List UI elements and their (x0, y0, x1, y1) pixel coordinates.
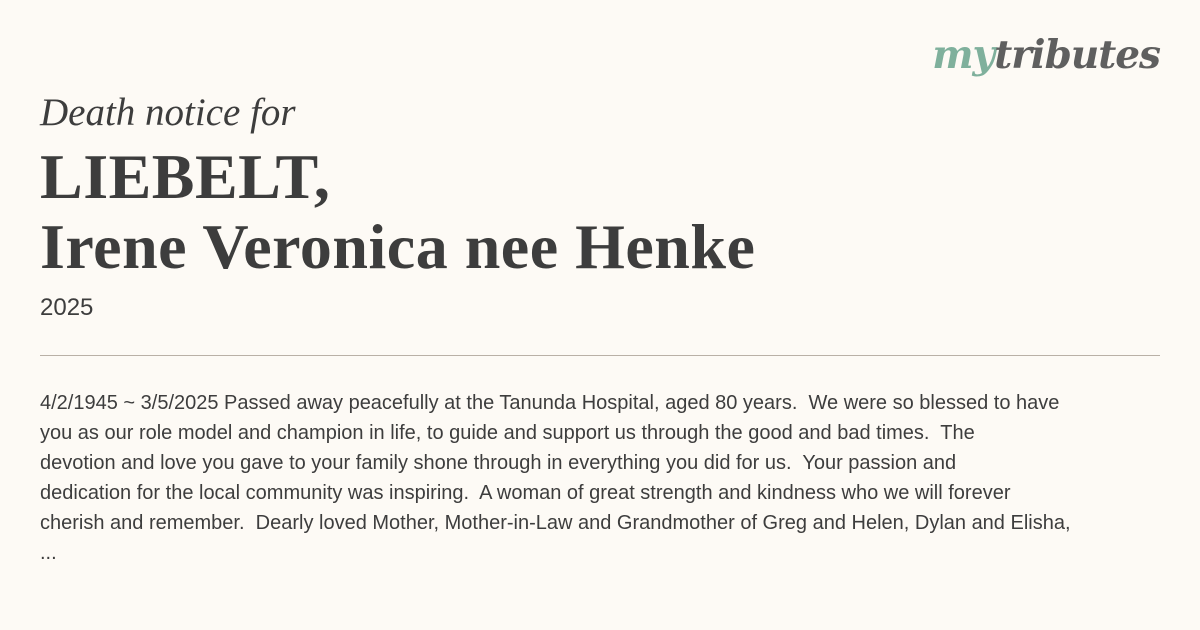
deceased-given-names: Irene Veronica nee Henke (40, 211, 756, 282)
divider (40, 355, 1160, 356)
notice-year: 2025 (40, 294, 94, 321)
logo-prefix: my (932, 32, 995, 78)
body-line: dedication for the local community was inspiring. A woman of great strength and kindness who we will forever (40, 482, 1011, 504)
notice-label: Death notice for (40, 91, 296, 134)
logo-suffix: tributes (994, 32, 1160, 78)
mytributes-logo[interactable] (932, 32, 1160, 78)
body-ellipsis: ... (40, 542, 57, 564)
notice-body (40, 388, 1192, 568)
body-line: devotion and love you gave to your family shone through in everything you did for us. Your passion and (40, 452, 957, 474)
body-line: you as our role model and champion in life, to guide and support us through the good and bad times. The (40, 422, 975, 444)
body-line: cherish and remember. Dearly loved Mother, Mother-in-Law and Grandmother of Greg and Helen, Dylan and Elisha, (40, 512, 1071, 534)
deceased-surname: LIEBELT, (40, 141, 331, 212)
body-line: 4/2/1945 ~ 3/5/2025 Passed away peacefully at the Tanunda Hospital, aged 80 years. We were so blessed to have (40, 392, 1060, 414)
